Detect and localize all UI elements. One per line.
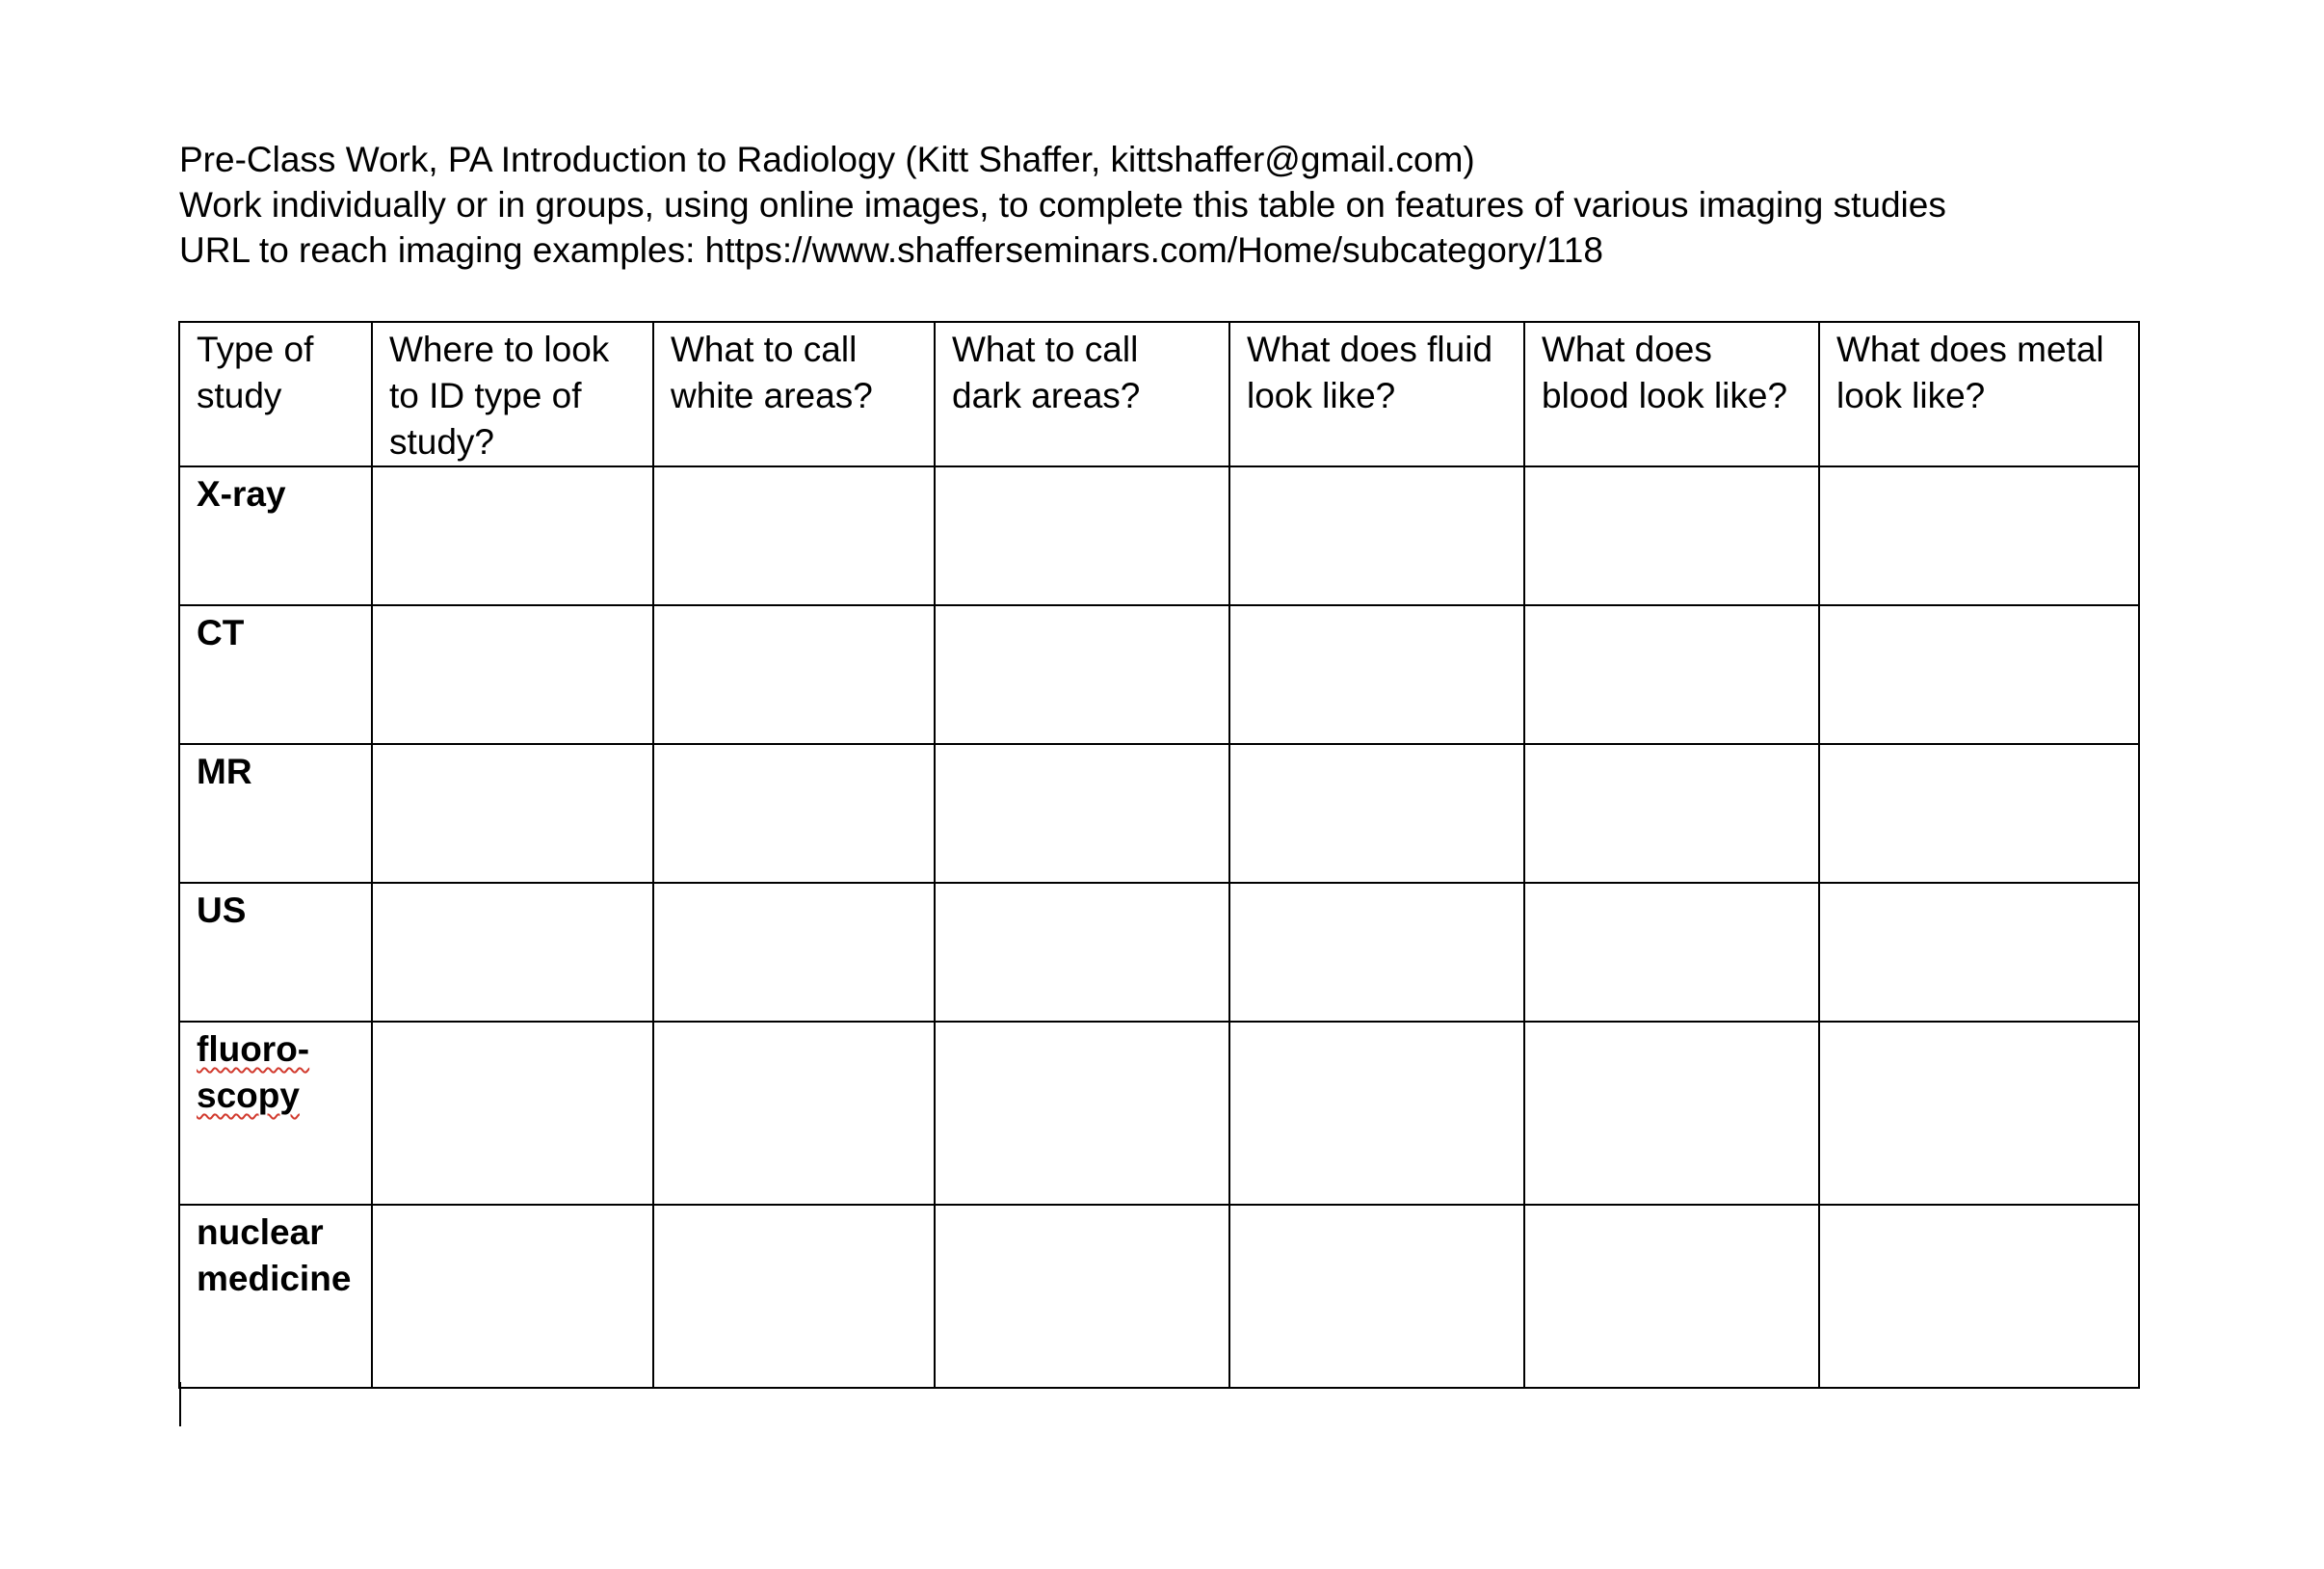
cell-us-metal[interactable] (1819, 883, 2139, 1022)
intro-title-line: Pre-Class Work, PA Introduction to Radiology (Kitt Shaffer, kittshaffer@gmail.com) (179, 140, 1475, 179)
table-row-ct (179, 605, 2139, 744)
row-label-mr: MR (179, 744, 372, 883)
cell-ct-dark-areas[interactable] (935, 605, 1229, 744)
table-row-xray (179, 466, 2139, 605)
cell-nuclear-medicine-metal[interactable] (1819, 1205, 2139, 1388)
cell-us-dark-areas[interactable] (935, 883, 1229, 1022)
header-type-of-study: Type of study (179, 322, 372, 466)
table-row-mr (179, 744, 2139, 883)
header-where-to-look: Where to look to ID type of study? (372, 322, 653, 466)
row-label-nuclear-medicine (179, 1205, 372, 1388)
cell-fluoroscopy-blood[interactable] (1524, 1022, 1819, 1205)
cell-xray-dark-areas[interactable] (935, 466, 1229, 605)
cell-fluoroscopy-metal[interactable] (1819, 1022, 2139, 1205)
cell-fluoroscopy-fluid[interactable] (1229, 1022, 1524, 1205)
row-label-fluoroscopy-line1: fluoro- (197, 1029, 310, 1069)
row-label-fluoroscopy-line2: scopy (197, 1076, 300, 1115)
row-label-fluoroscopy (179, 1022, 372, 1205)
table-header-row (179, 322, 2139, 466)
intro-instructions-line: Work individually or in groups, using online images, to complete this table on features of various imaging studies (179, 185, 1946, 225)
row-label-xray: X-ray (179, 466, 372, 605)
header-metal: What does metal look like? (1819, 322, 2139, 466)
table-row-us (179, 883, 2139, 1022)
row-label-ct: CT (179, 605, 372, 744)
cell-nuclear-medicine-fluid[interactable] (1229, 1205, 1524, 1388)
header-blood: What does blood look like? (1524, 322, 1819, 466)
cell-ct-metal[interactable] (1819, 605, 2139, 744)
cell-fluoroscopy-dark-areas[interactable] (935, 1022, 1229, 1205)
cell-nuclear-medicine-dark-areas[interactable] (935, 1205, 1229, 1388)
header-dark-areas: What to call dark areas? (935, 322, 1229, 466)
cell-mr-dark-areas[interactable] (935, 744, 1229, 883)
cell-us-fluid[interactable] (1229, 883, 1524, 1022)
cell-nuclear-medicine-blood[interactable] (1524, 1205, 1819, 1388)
intro-text (179, 137, 2203, 273)
cell-mr-metal[interactable] (1819, 744, 2139, 883)
cell-nuclear-medicine-white-areas[interactable] (653, 1205, 935, 1388)
imaging-features-table (178, 321, 2140, 1389)
cell-us-where-to-look[interactable] (372, 883, 653, 1022)
header-white-areas: What to call white areas? (653, 322, 935, 466)
cell-ct-white-areas[interactable] (653, 605, 935, 744)
cell-nuclear-medicine-where-to-look[interactable] (372, 1205, 653, 1388)
cell-ct-fluid[interactable] (1229, 605, 1524, 744)
cell-us-white-areas[interactable] (653, 883, 935, 1022)
row-label-us: US (179, 883, 372, 1022)
table-row-nuclear-medicine (179, 1205, 2139, 1388)
cell-xray-blood[interactable] (1524, 466, 1819, 605)
cell-mr-where-to-look[interactable] (372, 744, 653, 883)
cell-ct-blood[interactable] (1524, 605, 1819, 744)
cell-xray-where-to-look[interactable] (372, 466, 653, 605)
row-label-nuclear-medicine-line1: nuclear (197, 1212, 324, 1252)
intro-url-line[interactable]: URL to reach imaging examples: https://www.shafferseminars.com/Home/subcategory/118 (179, 230, 1603, 270)
cell-xray-white-areas[interactable] (653, 466, 935, 605)
cell-fluoroscopy-where-to-look[interactable] (372, 1022, 653, 1205)
header-fluid: What does fluid look like? (1229, 322, 1524, 466)
cell-ct-where-to-look[interactable] (372, 605, 653, 744)
cell-us-blood[interactable] (1524, 883, 1819, 1022)
table-row-fluoroscopy (179, 1022, 2139, 1205)
text-cursor (179, 1382, 181, 1426)
cell-mr-blood[interactable] (1524, 744, 1819, 883)
cell-xray-metal[interactable] (1819, 466, 2139, 605)
cell-fluoroscopy-white-areas[interactable] (653, 1022, 935, 1205)
cell-mr-fluid[interactable] (1229, 744, 1524, 883)
cell-mr-white-areas[interactable] (653, 744, 935, 883)
row-label-nuclear-medicine-line2: medicine (197, 1259, 352, 1298)
cell-xray-fluid[interactable] (1229, 466, 1524, 605)
